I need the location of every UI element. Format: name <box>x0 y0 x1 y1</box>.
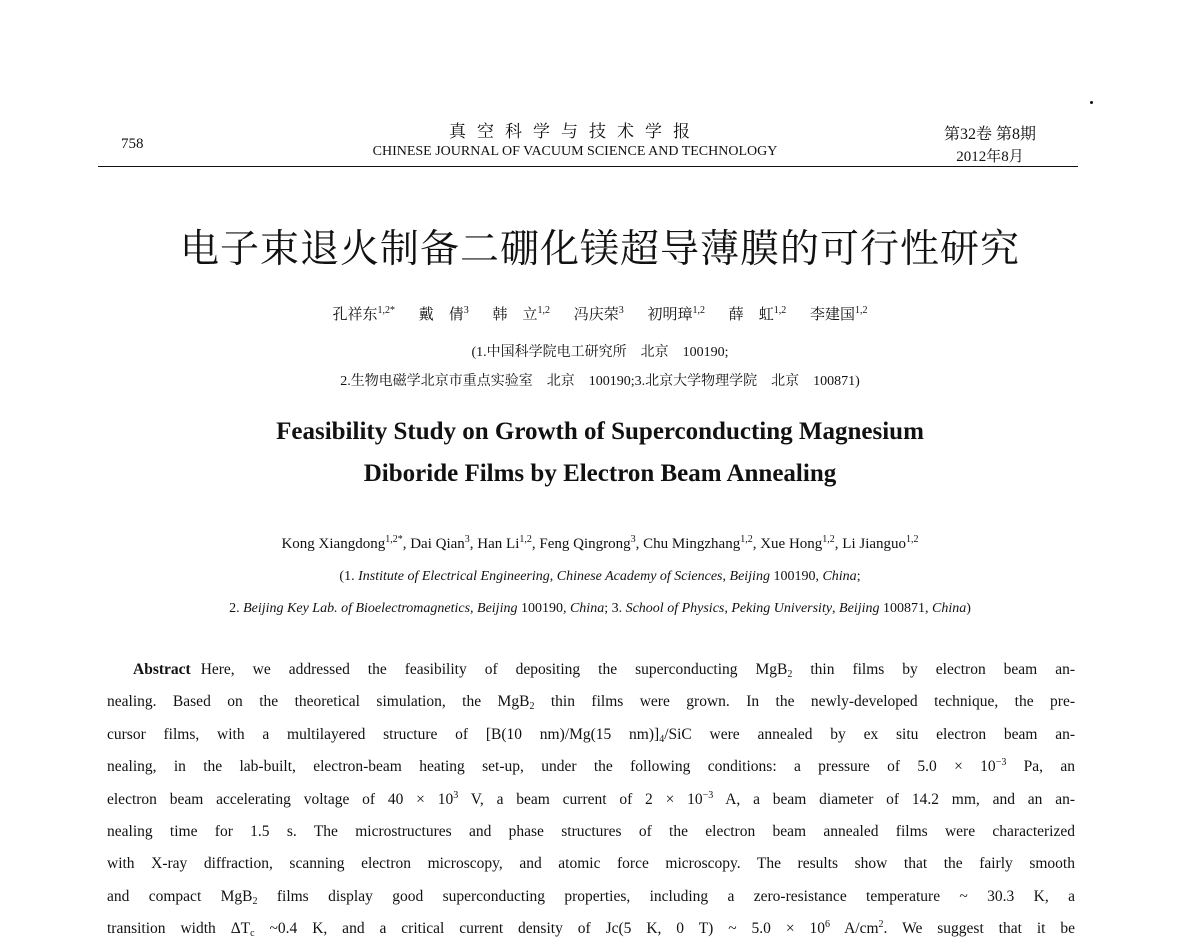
author-en: Li Jianguo$^{1,2}$ <box>842 534 919 552</box>
stray-dot <box>1090 101 1093 104</box>
paper-title-en-line-2: Diboride Films by Electron Beam Annealing <box>363 460 837 487</box>
author-cn: 戴 倩$^3$ <box>418 305 469 323</box>
abstract-keyword: Abstract <box>133 661 191 678</box>
abstract <box>107 654 1075 946</box>
author-en: Chu Mingzhang$^{1,2}$ <box>643 534 753 552</box>
author-cn: 薛 虹$^{1,2}$ <box>728 305 787 323</box>
author-cn: 韩 立$^{1,2}$ <box>492 305 550 323</box>
affiliation-en-line-1: (1. Institute of Electrical Engineering, Chinese Academy of Sciences, Beijing 100190, China; <box>339 569 861 584</box>
author-en: Dai Qian$^3$ <box>410 534 470 552</box>
abstract-line: Abstract Here, we addressed the feasibility of depositing the superconducting MgB$_2$ thin films by electron beam an- <box>133 661 1076 680</box>
author-cn: 初明璋$^{1,2}$ <box>647 305 706 323</box>
author-en: Kong Xiangdong$^{1,2*}$ <box>281 534 403 552</box>
abstract-line: nealing. Based on the theoretical simulation, the MgB$_2$ thin films were grown. In the newly-developed technique, the pre- <box>107 693 1076 713</box>
page-number: 758 <box>121 136 144 152</box>
author-en: Han Li$^{1,2}$ <box>477 534 532 552</box>
author-en: Xue Hong$^{1,2}$ <box>760 534 835 552</box>
author-cn: 冯庆荣$^3$ <box>573 305 624 323</box>
author-en: Feng Qingrong$^3$ <box>539 534 636 552</box>
author-cn: 孔祥东$^{1,2*}$ <box>332 305 395 323</box>
volume-issue: 第32卷 第8期 <box>943 126 1036 143</box>
journal-title-cn: 真空科学与技术学报 <box>449 122 701 141</box>
issue-date: 2012年8月 <box>956 149 1024 165</box>
authors-en: Kong Xiangdong$^{1,2*}$, Dai Qian$^3$, Han Li$^{1,2}$, Feng Qingrong$^3$, Chu Mingzhang$^{1,2}$, Xue Hong$^{1,2}$, Li Jianguo$^{1,2}$ <box>281 534 919 552</box>
abstract-line: electron beam accelerating voltage of $40 \times 10^3$ V, a beam current of $2 \times 10^{-3}$ A, a beam diameter of 14.2 mm, and an an- <box>107 789 1075 808</box>
affiliation-cn-line-1: (1.中国科学院电工研究所 北京 100190; <box>471 345 729 360</box>
abstract-line: nealing time for 1.5 s. The microstructures and phase structures of the electron beam annealed films were characterized <box>107 823 1075 841</box>
paper-title-en-line-1: Feasibility Study on Growth of Superconducting Magnesium <box>276 418 924 445</box>
affiliation-cn-line-2: 2.生物电磁学北京市重点实验室 北京 100190;3.北京大学物理学院 北京 100871) <box>340 374 860 389</box>
paper-title-cn: 电子束退火制备二硼化镁超导薄膜的可行性研究 <box>179 228 1020 271</box>
author-cn: 李建国$^{1,2}$ <box>810 305 868 323</box>
abstract-line: cursor films, with a multilayered structure of [B(10 nm)/Mg(15 $nm)]_4$/SiC were annealed by ex situ electron beam an- <box>107 725 1076 745</box>
journal-title-en: CHINESE JOURNAL OF VACUUM SCIENCE AND TECHNOLOGY <box>372 144 778 159</box>
abstract-line: with X-ray diffraction, scanning electron microscopy, and atomic force microscopy. The results show that the fairly smooth <box>107 855 1075 873</box>
abstract-line: transition width $\Delta T_c$ ~0.4 K, and a critical current density of Jc(5 K, 0 T) ~ $5.0 \times 10^6$ $A/cm^2$. We suggest that it be <box>107 919 1076 940</box>
affiliation-en-line-2: 2. Beijing Key Lab. of Bioelectromagnetics, Beijing 100190, China; 3. School of Physics, Peking University, Beijing 100871, China) <box>229 601 971 616</box>
authors-cn <box>0 303 1200 324</box>
header-rule <box>98 166 1078 167</box>
abstract-line: and compact MgB$_2$ films display good superconducting properties, including a zero-resistance temperature ~ 30.3 K, a <box>107 887 1075 907</box>
abstract-line: nealing, in the lab-built, electron-beam heating set-up, under the following conditions: a pressure of $5.0 \times 10^{-3}$ Pa, an <box>107 757 1075 776</box>
